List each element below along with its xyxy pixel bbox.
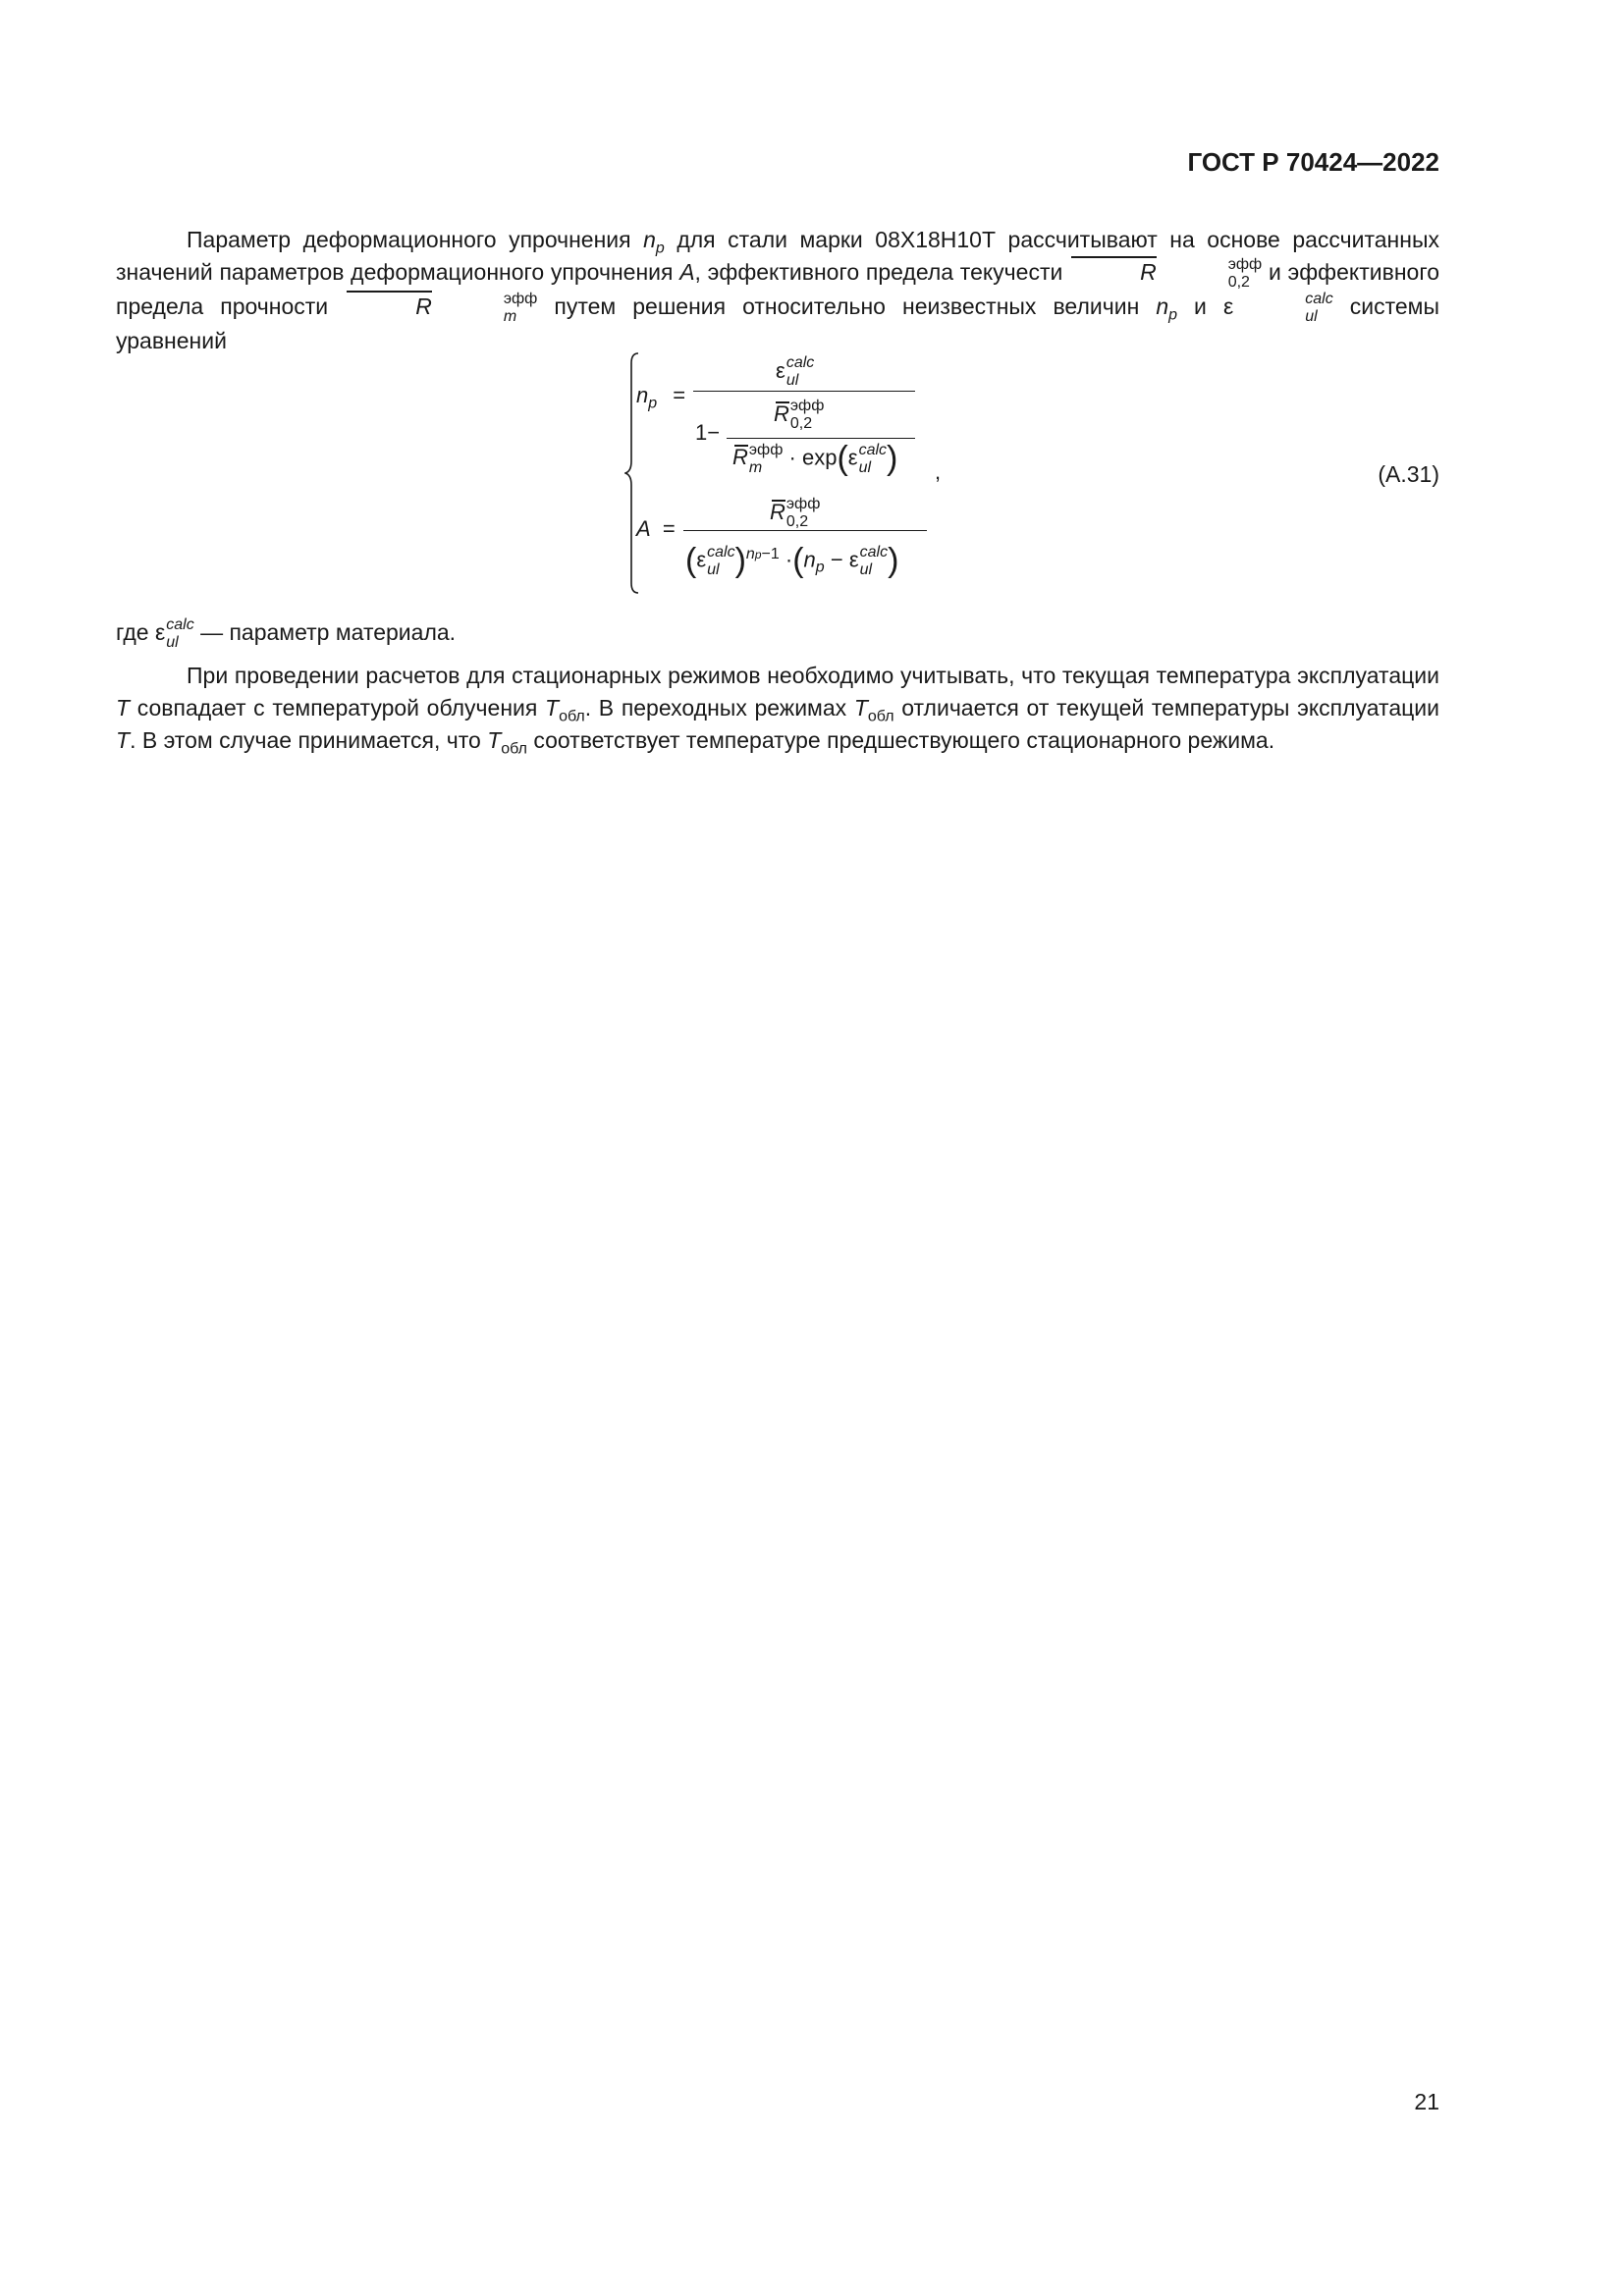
fraction-bar-main <box>693 391 915 392</box>
paragraph-intro: Параметр деформационного упрочнения $n_p$ для стали марки 08Х18Н10Т рассчитывают на основе рассчитанных значений параметров деформационного упрочнения A, эффективного предела текучести R эфф 0,2 и эффективного предела прочности R эфф m путем решения относительно неизвестных величин $n_p$ и ε calc ul системы уравнений <box>116 227 1439 353</box>
paragraph-temperature: При проведении расчетов для стационарных режимов необходимо учитывать, что текущая температура эксплуатации T совпадает с температурой облучения $T_{обл}$. В переходных режимах $T_{обл}$ отличается от текущей температуры эксплуатации T. В этом случае принимается, что $T_{обл}$ соответствует температуре предшествующего стационарного режима. <box>116 663 1439 758</box>
r-bar-symbol: R <box>345 291 432 323</box>
equation-number: (А.31) <box>1378 461 1439 487</box>
fraction-bar-second <box>683 530 927 531</box>
r-bar-symbol: R <box>1069 256 1157 289</box>
document-header: ГОСТ Р 70424—2022 <box>1187 147 1439 177</box>
page-number: 21 <box>1414 2089 1439 2114</box>
fraction-bar-inner <box>727 438 915 439</box>
where-clause: где ε calc ul — параметр материала. <box>116 615 457 651</box>
equation-system: $n_p$ = ε calc ul 1− R эфф 0,2 R эфф m · exp(ε calc ul ) , A = R эфф 0,2 (ε calc ul )$^{np-1} \cdot(n_p - \varepsilon$ calc ul ) <box>624 349 948 597</box>
